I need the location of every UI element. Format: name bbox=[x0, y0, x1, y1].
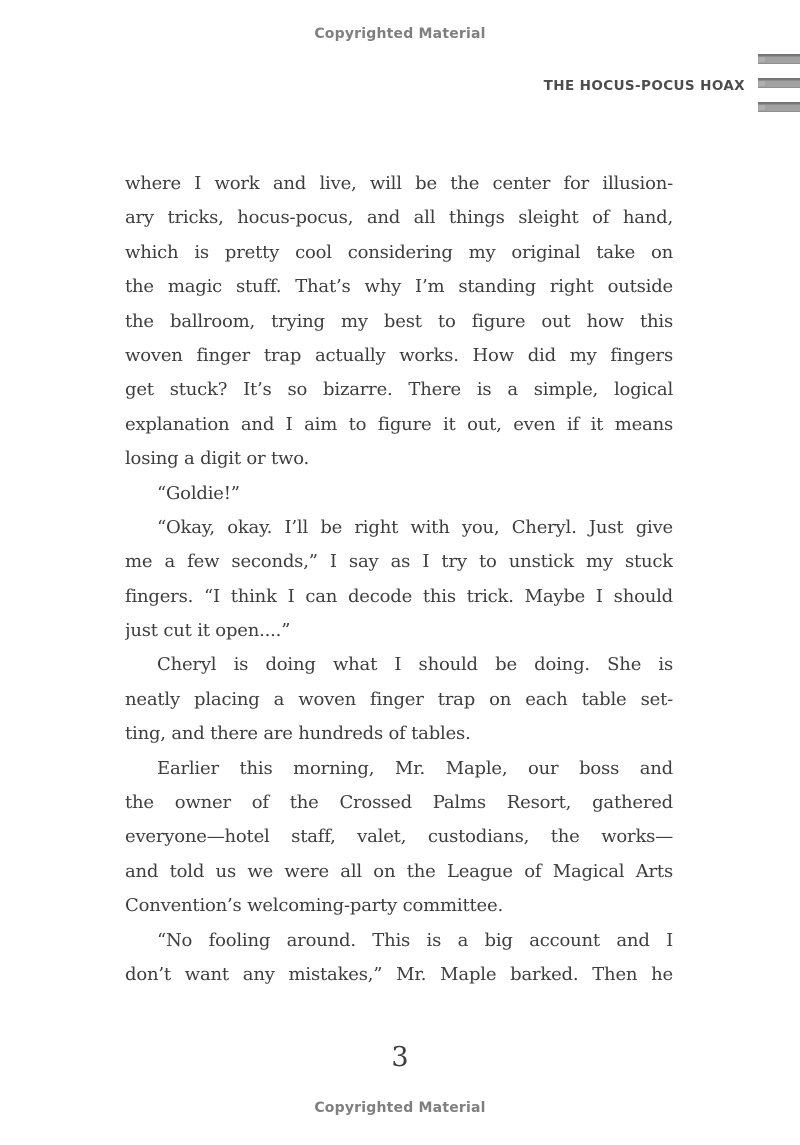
decorative-bars bbox=[758, 54, 800, 126]
text-line: don’t want any mistakes,” Mr. Maple barked. Then he bbox=[125, 963, 673, 985]
text-line: “Goldie!” bbox=[157, 482, 240, 504]
text-line: the magic stuff. That’s why I’m standing right outside bbox=[125, 276, 673, 298]
text-line: get stuck? It’s so bizarre. There is a simple, logical bbox=[125, 379, 673, 401]
text-line: Convention’s welcoming-party committee. bbox=[125, 895, 503, 917]
text-line: fingers. “I think I can decode this trick. Maybe I should bbox=[125, 585, 673, 607]
copyright-notice-top: Copyrighted Material bbox=[314, 26, 486, 42]
text-line: and told us we were all on the League of Magical Arts bbox=[125, 860, 673, 882]
text-line: Cheryl is doing what I should be doing. She is bbox=[157, 654, 673, 676]
running-header bbox=[544, 78, 745, 94]
text-line: me a few seconds,” I say as I try to unstick my stuck bbox=[125, 551, 673, 573]
decorative-bar-icon bbox=[758, 54, 800, 64]
text-line: ary tricks, hocus-pocus, and all things sleight of hand, bbox=[125, 207, 673, 229]
text-line: which is pretty cool considering my original take on bbox=[125, 241, 673, 263]
text-line: explanation and I aim to figure it out, even if it means bbox=[125, 413, 673, 435]
text-line: losing a digit or two. bbox=[125, 448, 310, 470]
body-text-block bbox=[125, 167, 673, 992]
page-number: 3 bbox=[391, 1042, 409, 1073]
decorative-bar-icon bbox=[758, 78, 800, 88]
text-line: “Okay, okay. I’ll be right with you, Cheryl. Just give bbox=[157, 516, 673, 538]
text-line: neatly placing a woven finger trap on each table set- bbox=[125, 688, 673, 710]
text-line: “No fooling around. This is a big account and I bbox=[157, 929, 673, 951]
text-line: woven finger trap actually works. How did my fingers bbox=[125, 344, 673, 366]
text-line: ting, and there are hundreds of tables. bbox=[125, 723, 471, 745]
running-header-title: THE HOCUS-POCUS HOAX bbox=[543, 78, 745, 94]
decorative-bar-icon bbox=[758, 102, 800, 112]
text-line: the owner of the Crossed Palms Resort, gathered bbox=[125, 792, 673, 814]
text-line: just cut it open....” bbox=[125, 620, 291, 642]
text-line: the ballroom, trying my best to figure out how this bbox=[125, 310, 673, 332]
text-line: Earlier this morning, Mr. Maple, our boss and bbox=[157, 757, 673, 779]
copyright-notice-bottom: Copyrighted Material bbox=[314, 1100, 486, 1116]
text-line: where I work and live, will be the center for illusion- bbox=[125, 173, 673, 194]
text-line: everyone—hotel staff, valet, custodians, the works— bbox=[125, 826, 673, 848]
